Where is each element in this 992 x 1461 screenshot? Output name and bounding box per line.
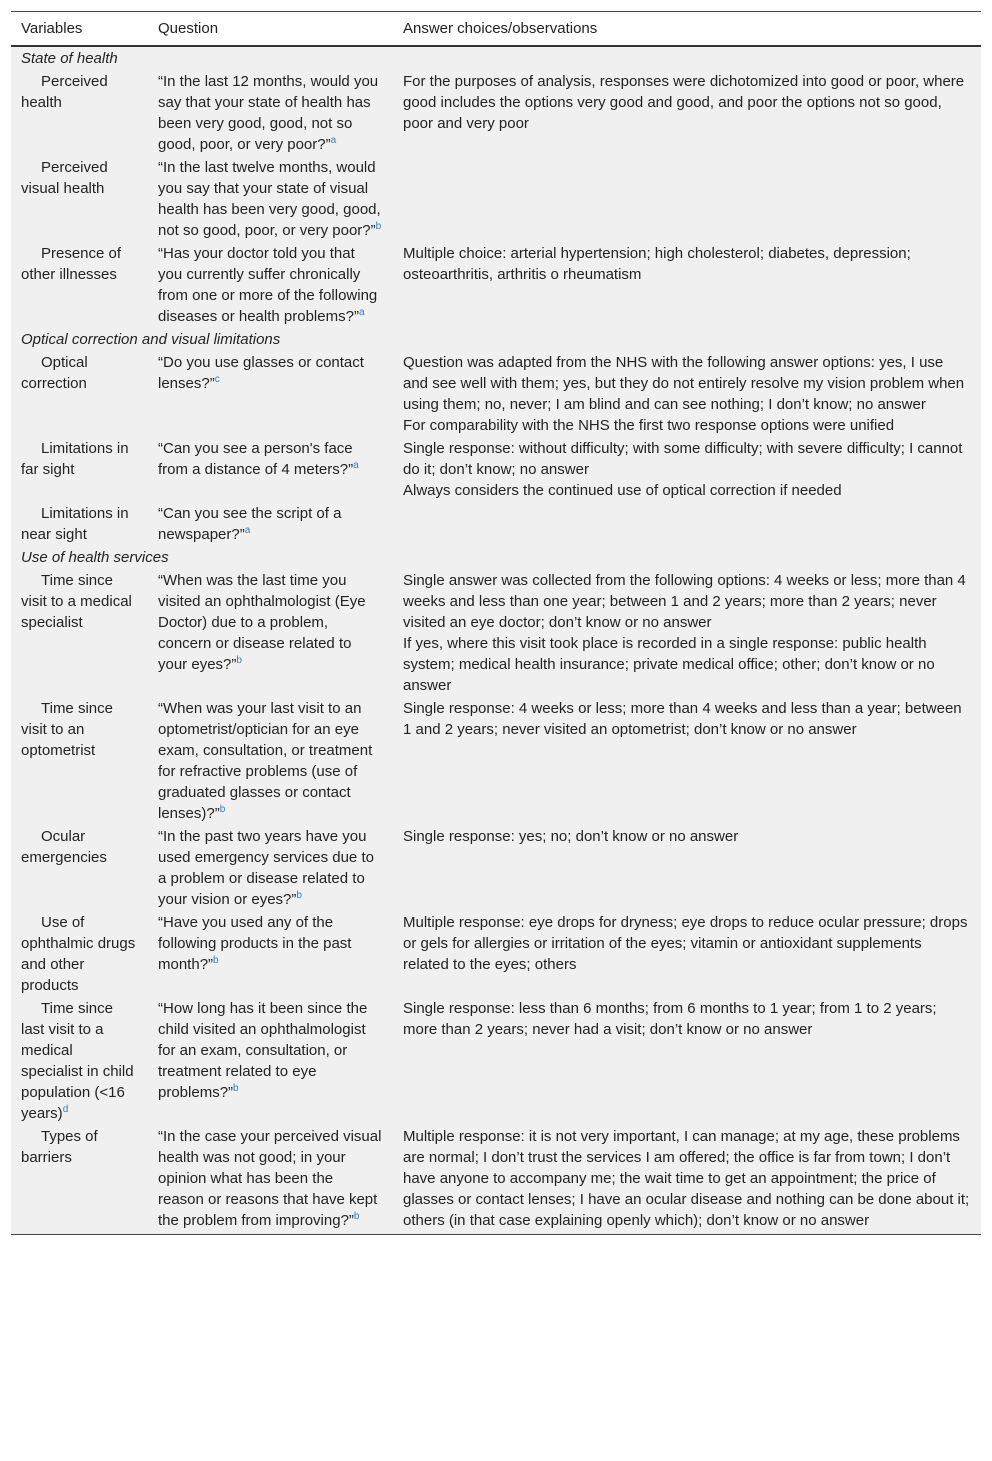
variable-name [21,698,138,761]
header-question: Question [148,12,393,47]
footnote-marker: a [358,307,365,318]
question-cell [148,569,393,697]
variable-cell [11,911,148,997]
table-row [11,997,981,1125]
question-text: “When was the last time you visited an ophthalmologist (Eye Doctor) due to a problem, concern or disease related to your eyes?” [158,572,366,673]
question-cell [148,351,393,437]
variable-cell [11,351,148,437]
footnote-marker: a [244,525,251,536]
header-row [11,12,981,47]
variable-cell [11,242,148,328]
variable-name [21,71,138,113]
answer-paragraph: Single response: yes; no; don’t know or no answer [403,828,739,845]
answer-paragraph: For the purposes of analysis, responses were dichotomized into good or poor, where good includes the options very good and good, and poor the options not so good, poor and very poor [403,73,965,132]
question-cell [148,70,393,156]
section-title: Use of health services [21,549,169,566]
question-text: “Can you see a person's face from a distance of 4 meters?” [158,440,354,478]
answer-cell [393,437,981,502]
footnote-marker: b [219,804,226,815]
table-row [11,242,981,328]
question-text: “Do you use glasses or contact lenses?” [158,354,364,392]
answer-paragraph: For comparability with the NHS the first two response options were unified [403,417,895,434]
answer-paragraph: Multiple response: it is not very important, I can manage; at my age, these problems are normal; I don’t trust the services I am offered; the office is far from town; I don’t have anyone to accompany me; the wait time to get an appointment; the price of glasses or contact lenses; I have an ocular disease and nothing can be done about it; others (in that case explaining openly which); don’t know or no answer [403,1128,970,1229]
question-text: “In the last twelve months, would you say that your state of visual health has been very good, good, not so good, poor, or very poor?” [158,159,381,239]
variable-text: Perceived health [21,73,108,111]
question-text: “How long has it been since the child visited an ophthalmologist for an exam, consultation, or treatment related to eye problems?” [158,1000,368,1101]
answer-paragraph: If yes, where this visit took place is recorded in a single response: public health system; medical health insurance; private medical office; other; don’t know or no answer [403,635,935,694]
variable-name [21,157,138,199]
table-row [11,911,981,997]
variable-name [21,912,138,996]
footnote-marker: b [213,955,219,966]
answer-paragraph: Question was adapted from the NHS with the following answer options: yes, I use and see well with them; yes, but they do not entirely resolve my vision problem when using them; no, never; I am blind and can see nothing; I don’t know; no answer [403,354,965,413]
table-row [11,437,981,502]
table-header [11,12,981,47]
answer-cell [393,825,981,911]
answer-cell [393,1125,981,1235]
question-cell [148,502,393,546]
answer-paragraph: Always considers the continued use of optical correction if needed [403,482,842,499]
question-cell [148,1125,393,1235]
footnote-marker: d [62,1104,69,1115]
section-title: Optical correction and visual limitations [21,331,281,348]
variable-cell [11,569,148,697]
answer-paragraph: Single response: less than 6 months; from 6 months to 1 year; from 1 to 2 years; more than 2 years; never had a visit; don’t know or no answer [403,1000,937,1038]
answer-cell [393,697,981,825]
section-row [11,46,981,70]
variable-text: Limitations in far sight [21,440,129,478]
question-cell [148,697,393,825]
question-cell [148,242,393,328]
variable-name [21,1126,138,1168]
question-text: “In the last 12 months, would you say that your state of health has been very good, good, not so good, poor, or very poor?” [158,73,379,153]
answer-cell [393,502,981,546]
variable-name [21,438,138,480]
variable-cell [11,1125,148,1235]
table-row [11,351,981,437]
question-text: “In the past two years have you used emergency services due to a problem or disease related to your vision or eyes?” [158,828,374,908]
section-row [11,546,981,569]
answer-cell [393,569,981,697]
answer-cell [393,351,981,437]
variable-text: Optical correction [21,354,88,392]
question-cell [148,997,393,1125]
answer-cell [393,911,981,997]
table-row [11,1125,981,1235]
footnote-marker: a [353,460,359,471]
variable-text: Time since visit to a medical specialist [21,572,132,631]
footnote-marker: a [330,135,337,146]
section-title: State of health [21,50,118,67]
answer-paragraph: Single answer was collected from the following options: 4 weeks or less; more than 4 weeks and less than one year; between 1 and 2 years; more than 2 years; never visited an eye doctor; don’t know or no answer [403,572,966,631]
footnote-marker: c [214,374,220,385]
footnote-marker: b [233,1083,239,1094]
variable-cell [11,156,148,242]
answer-paragraph: Multiple choice: arterial hypertension; high cholesterol; diabetes, depression; osteoarthritis, arthritis o rheumatism [403,245,911,283]
variable-name [21,826,138,868]
variable-name [21,503,138,545]
variable-name [21,998,138,1124]
footnote-marker: b [296,890,302,901]
table-body [11,46,981,1235]
table-row [11,697,981,825]
question-text: “When was your last visit to an optometrist/optician for an eye exam, consultation, or treatment for refractive problems (use of graduated glasses or contact lenses)?” [158,700,373,822]
footnote-marker: b [236,655,242,666]
table-row [11,502,981,546]
question-text: “Have you used any of the following products in the past month?” [158,914,352,973]
question-text: “In the case your perceived visual health was not good; in your opinion what has been the reason or reasons that have kept the problem from improving?” [158,1128,382,1229]
answer-cell [393,156,981,242]
answer-paragraph: Single response: 4 weeks or less; more than 4 weeks and less than a year; between 1 and 2 years; never visited an optometrist; don’t know or no answer [403,700,962,738]
variable-text: Perceived visual health [21,159,108,197]
table-row [11,156,981,242]
variable-name [21,243,138,285]
footnote-marker: b [375,221,382,232]
variable-cell [11,697,148,825]
answer-cell [393,242,981,328]
table-row [11,70,981,156]
variables-table [11,11,981,1235]
answer-cell [393,70,981,156]
variable-text: Time since last visit to a medical specialist in child population (<16 years) [21,1000,134,1122]
variable-text: Use of ophthalmic drugs and other products [21,914,136,994]
variable-text: Limitations in near sight [21,505,129,543]
question-cell [148,437,393,502]
table-row [11,569,981,697]
variable-cell [11,502,148,546]
header-variables: Variables [11,12,148,47]
question-text: “Can you see the script of a newspaper?” [158,505,342,543]
variable-name [21,570,138,633]
footnote-marker: b [353,1211,360,1222]
variable-text: Presence of other illnesses [21,245,122,283]
variable-cell [11,70,148,156]
question-cell [148,825,393,911]
question-cell [148,156,393,242]
variable-name [21,352,138,394]
variable-cell [11,825,148,911]
variables-table-container [11,11,981,1235]
variable-text: Time since visit to an optometrist [21,700,113,759]
variable-text: Types of barriers [21,1128,98,1166]
answer-paragraph: Multiple response: eye drops for dryness; eye drops to reduce ocular pressure; drops or gels for allergies or irritation of the eyes; vitamin or antioxidant supplements related to the eyes; others [403,914,968,973]
question-cell [148,911,393,997]
variable-cell [11,997,148,1125]
variable-text: Ocular emergencies [21,828,107,866]
table-row [11,825,981,911]
question-text: “Has your doctor told you that you currently suffer chronically from one or more of the following diseases or health problems?” [158,245,378,325]
answer-cell [393,997,981,1125]
variable-cell [11,437,148,502]
section-row [11,328,981,351]
answer-paragraph: Single response: without difficulty; with some difficulty; with severe difficulty; I cannot do it; don’t know; no answer [403,440,963,478]
header-answer-choices: Answer choices/observations [393,12,981,47]
